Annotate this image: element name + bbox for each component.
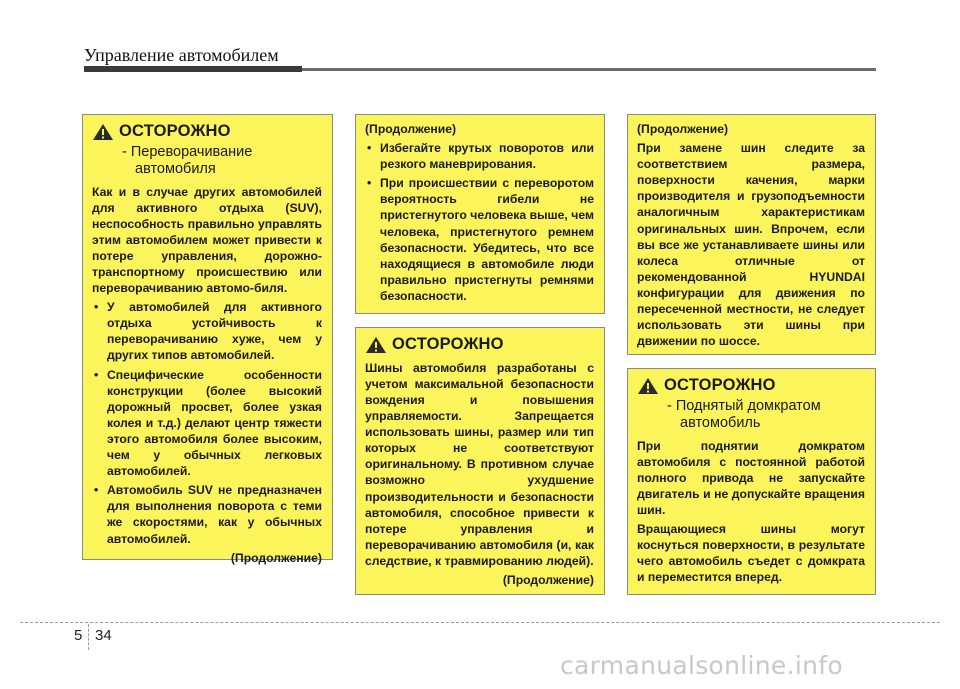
bullet-dot-icon: • — [94, 300, 99, 315]
bullet-item — [92, 482, 322, 546]
header-rule-accent — [84, 66, 302, 72]
bullet-dot-icon: • — [94, 483, 99, 498]
warning-subtitle — [92, 144, 322, 179]
continued-box-col2 — [355, 114, 605, 314]
warning-subtitle-line2: автомобиля — [135, 161, 216, 178]
warning-subtitle-line1: - Переворачивание — [122, 143, 253, 160]
bullet-item — [92, 299, 322, 363]
bullet-dot-icon: • — [94, 367, 99, 382]
bullet-item — [92, 367, 322, 480]
bullet-dot-icon: • — [367, 176, 372, 191]
bullet-text: У автомобилей для активного отдыха устойчивость к переворачиванию хуже, чем у других типов автомобилей. — [107, 300, 322, 363]
continued-bullet-list — [365, 140, 594, 304]
warning-bullet-list — [92, 299, 322, 546]
bullet-text: Избегайте крутых поворотов или резкого маневрирования. — [380, 141, 594, 172]
bullet-dot-icon: • — [367, 141, 372, 156]
bullet-item — [365, 140, 594, 172]
page-number-divider — [88, 624, 89, 650]
warning-paragraph: Вращающиеся шины могут коснуться поверхности, в результате чего автомобиль съедет с домкрата и переместится вперед. — [637, 522, 865, 585]
chapter-number: 5 — [74, 627, 83, 644]
continued-box-col3 — [627, 114, 876, 355]
warning-subtitle-line2: автомобиль — [680, 415, 761, 432]
warning-heading — [637, 375, 865, 397]
continued-heading: (Продолжение) — [637, 122, 729, 136]
warning-subtitle — [637, 398, 865, 433]
warning-box-rollover — [82, 114, 333, 565]
watermark: carmanualsonline.info — [560, 651, 843, 680]
warning-triangle-icon — [365, 336, 387, 354]
warning-subtitle-line1: - Поднятый домкратом — [667, 397, 821, 414]
bullet-text: Специфические особенности конструкции (более высокий дорожный просвет, более узкая колея и т.д.) делают центр тяжести этого автомобиля более высоким, чем у обычных легковых автомобилей. — [107, 367, 322, 479]
warning-box-tires — [355, 327, 605, 595]
bullet-text: При происшествии с переворотом вероятность гибели не пристегнутого человека выше, чем человека, пристегнутого ремнем безопасности. Убедитесь, что все находящиеся в автомобиле люди правильно пристегнуты ремнями безопасности. — [380, 176, 594, 303]
warning-title: ОСТОРОЖНО — [664, 376, 776, 394]
warning-paragraph: При поднятии домкратом автомобиля с постоянной работой полного привода не запускайте двигатель и не допускайте вращения шин. — [637, 438, 865, 517]
footer-rule — [20, 622, 940, 623]
warning-heading — [365, 334, 594, 356]
warning-title: ОСТОРОЖНО — [119, 122, 231, 140]
warning-title: ОСТОРОЖНО — [392, 335, 504, 353]
bullet-text: Автомобиль SUV не предназначен для выполнения поворота с теми же скоростями, как у обычных автомобилей. — [107, 483, 322, 546]
warning-triangle-icon — [92, 123, 114, 141]
warning-box-jacked — [627, 368, 876, 595]
continued-heading: (Продолжение) — [365, 122, 457, 136]
bullet-item — [365, 175, 594, 304]
continued-label: (Продолжение) — [502, 572, 594, 587]
continued-label: (Продолжение) — [230, 550, 322, 565]
page-number: 34 — [95, 627, 112, 644]
warning-paragraph: Шины автомобиля разработаны с учетом максимальной безопасности вождения и повышения управляемости. Запрещается использовать шины, размер или тип которых не соответствуют оригинальному. В противном случае возможно ухудшение производительности и безопасности автомобиля, способное привести к потере управления и переворачиванию автомобиля (и, как следствие, к травмированию людей). — [365, 360, 594, 568]
warning-paragraph: Как и в случае других автомобилей для активного отдыха (SUV), неспособность правильно управлять этим автомобилем может привести к потере управления, дорожно-транспортному происшествию или переворачиванию автомо-биля. — [92, 184, 322, 296]
warning-heading — [92, 121, 322, 143]
warning-triangle-icon — [637, 377, 659, 395]
continued-paragraph: При замене шин следите за соответствием размера, поверхности качения, марки производителя и грузоподъемности аналогичным характеристикам оригинальных шин. Впрочем, если вы все же устанавливаете шины или колеса отличные от рекомендованной HYUNDAI конфигурации для движения по пересеченной местности, не следует использовать эти шины при движении по шоссе. — [637, 141, 865, 349]
page-header-title: Управление автомобилем — [84, 45, 279, 65]
